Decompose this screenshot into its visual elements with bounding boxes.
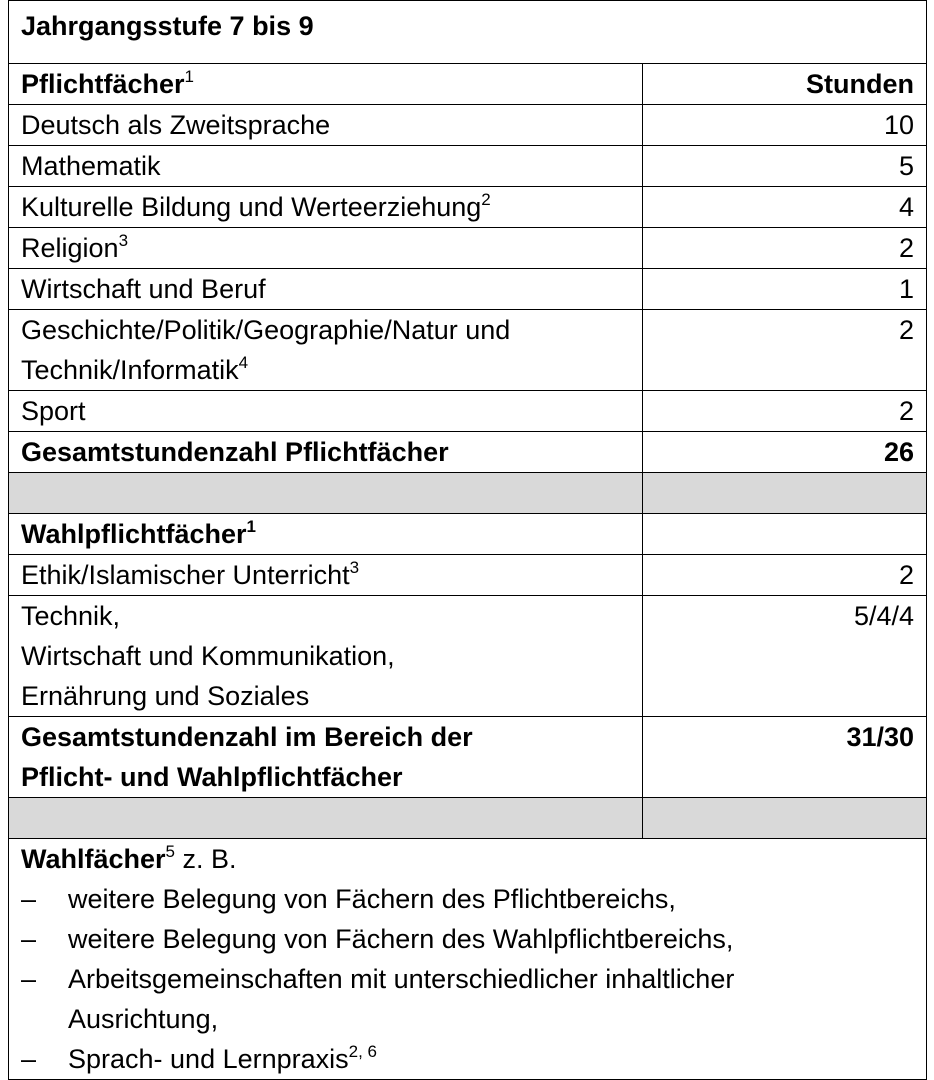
separator-row: [9, 473, 927, 514]
footnote-ref: 5: [165, 842, 176, 861]
hours-cell: 5: [643, 146, 927, 187]
table-row: [9, 105, 927, 146]
electives-cell: [9, 839, 927, 1080]
separator-cell: [643, 473, 927, 514]
header-row: [9, 64, 927, 105]
list-item: – weitere Belegung von Fächern des Wahlpflichtbereichs,: [21, 919, 914, 959]
footnote-ref: 1: [184, 67, 195, 86]
subject-cell: Technik, Wirtschaft und Kommunikation, Ernährung und Soziales: [9, 596, 643, 717]
header-hours: Stunden: [643, 64, 927, 105]
hours-table: [8, 0, 927, 1080]
footnote-ref: 3: [349, 558, 360, 577]
separator-cell: [9, 798, 643, 839]
subject-cell: Mathematik: [9, 146, 643, 187]
timetable-document: [8, 0, 926, 1080]
separator-cell: [643, 798, 927, 839]
footnote-ref: 4: [238, 353, 249, 372]
table-row: [9, 228, 927, 269]
section-heading: Wahlpflichtfächer$^1$: [9, 514, 643, 555]
hours-cell: 2: [643, 391, 927, 432]
subject-cell: Geschichte/Politik/Geographie/Natur und Technik/Informatik$^4$: [9, 310, 643, 391]
total-label: Gesamtstundenzahl Pflichtfächer: [9, 432, 643, 473]
hours-cell: 2: [643, 310, 927, 391]
hours-cell: 10: [643, 105, 927, 146]
footnote-ref: 2: [481, 190, 491, 209]
hours-cell: 2: [643, 228, 927, 269]
grade-level-title: Jahrgangsstufe 7 bis 9: [9, 1, 927, 64]
table-row: [9, 187, 927, 228]
header-subjects: Pflichtfächer$^1$: [9, 64, 643, 105]
table-row: [9, 310, 927, 391]
table-row: [9, 146, 927, 187]
subject-cell: Deutsch als Zweitsprache: [9, 105, 643, 146]
table-row: [9, 391, 927, 432]
elective-required-header-row: [9, 514, 927, 555]
hours-cell: 5/4/4: [643, 596, 927, 717]
list-item: – Sprach- und Lernpraxis$^{2, 6}$: [21, 1039, 914, 1079]
table-row: [9, 596, 927, 717]
separator-row: [9, 798, 927, 839]
dash-bullet: –: [21, 924, 37, 954]
hours-cell: 1: [643, 269, 927, 310]
subject-cell: Religion$^3$: [9, 228, 643, 269]
list-item: – weitere Belegung von Fächern des Pflichtbereichs,: [21, 879, 914, 919]
separator-cell: [9, 473, 643, 514]
table-row: [9, 269, 927, 310]
electives-row: [9, 839, 927, 1080]
list-item: – Arbeitsgemeinschaften mit unterschiedlicher inhaltlicher Ausrichtung,: [21, 959, 914, 1039]
footnote-ref: 1: [246, 517, 256, 536]
title-row: [9, 1, 927, 64]
footnote-ref: 2, 6: [348, 1042, 378, 1061]
mandatory-total-row: [9, 432, 927, 473]
subject-cell: Wirtschaft und Beruf: [9, 269, 643, 310]
dash-bullet: –: [21, 884, 37, 914]
empty-cell: [643, 514, 927, 555]
total-hours: 31/30: [643, 717, 927, 798]
hours-cell: 4: [643, 187, 927, 228]
dash-bullet: –: [21, 964, 37, 994]
subject-cell: Kulturelle Bildung und Werteerziehung$^2$: [9, 187, 643, 228]
footnote-ref: 3: [118, 231, 129, 250]
subject-cell: Sport: [9, 391, 643, 432]
table-row: [9, 555, 927, 596]
combined-total-row: [9, 717, 927, 798]
subject-cell: Ethik/Islamischer Unterricht$^3$: [9, 555, 643, 596]
total-hours: 26: [643, 432, 927, 473]
electives-list: [21, 879, 914, 1079]
total-label: Gesamtstundenzahl im Bereich der Pflicht- und Wahlpflichtfächer: [9, 717, 643, 798]
electives-heading: Wahlfächer$^5$ z. B.: [21, 842, 237, 874]
hours-cell: 2: [643, 555, 927, 596]
dash-bullet: –: [21, 1044, 37, 1074]
